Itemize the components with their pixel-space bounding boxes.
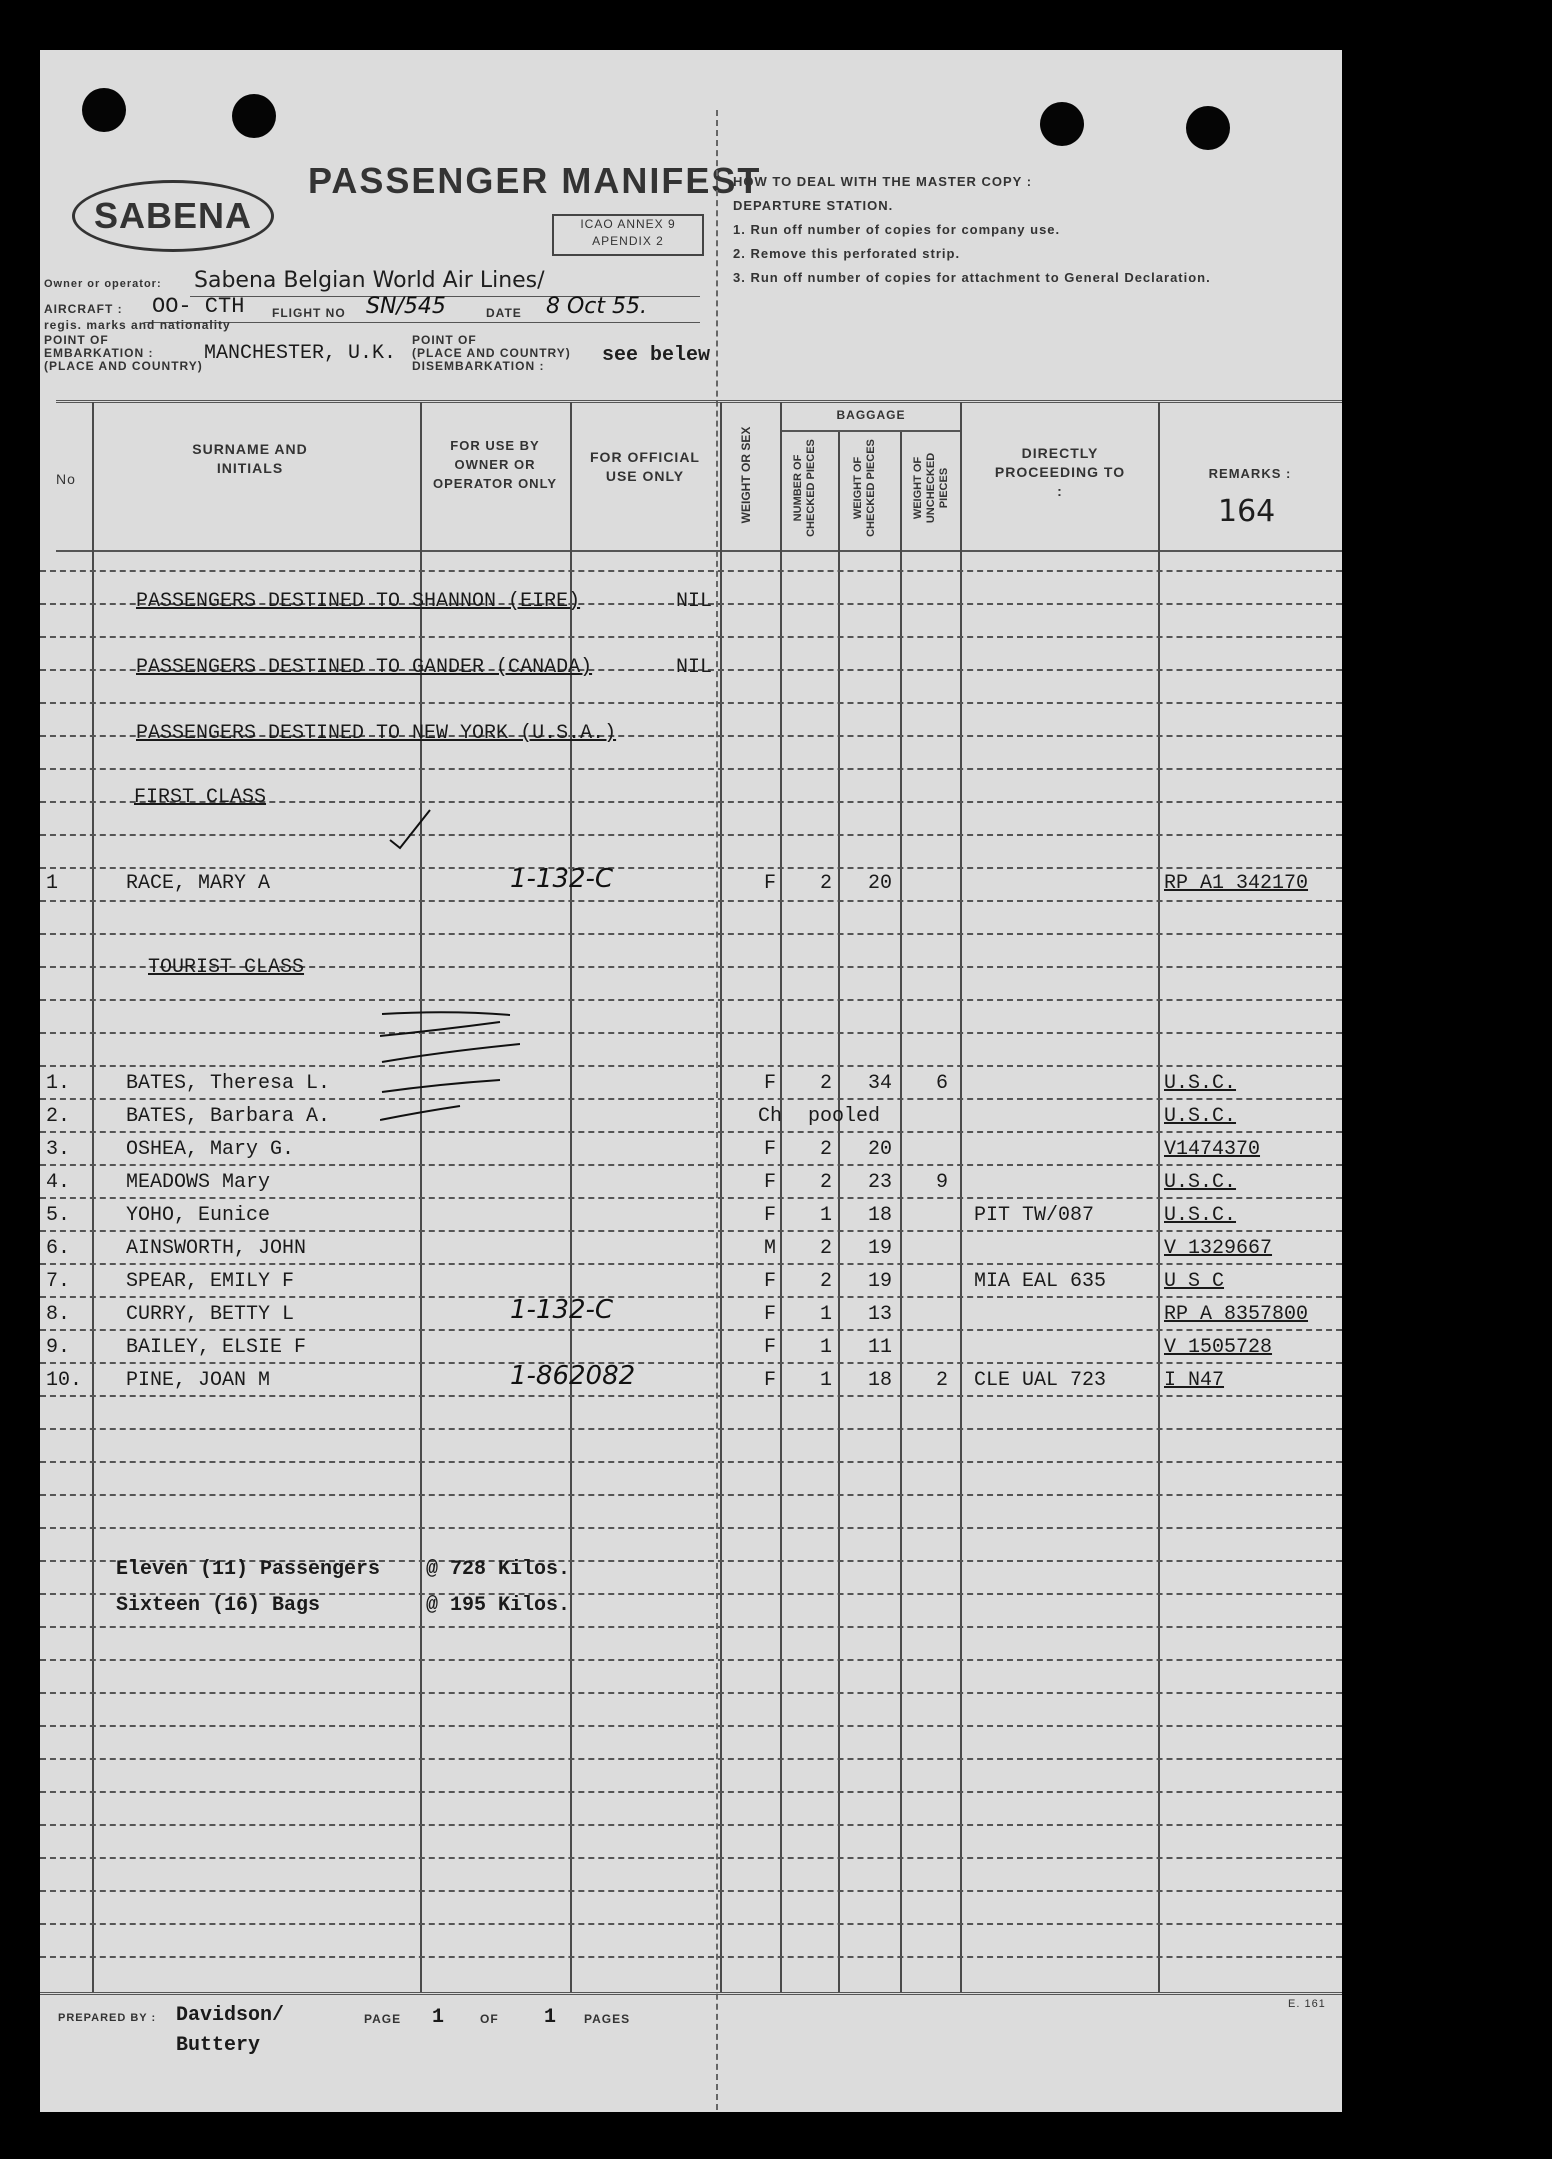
passenger-remarks: V1474370 <box>1164 1138 1261 1161</box>
passenger-sex: Ch <box>757 1105 782 1128</box>
passenger-sex: F <box>763 1072 776 1095</box>
embark-label-line: POINT OF <box>44 333 109 347</box>
page-title: PASSENGER MANIFEST <box>308 160 762 201</box>
ruled-line <box>40 1692 1342 1694</box>
ruled-line <box>40 1659 1342 1661</box>
passenger-sex: F <box>763 1171 776 1194</box>
ruled-line <box>40 1725 1342 1727</box>
passenger-pieces: 2 <box>819 1171 832 1194</box>
passenger-sex: F <box>763 1270 776 1293</box>
passenger-pieces: 2 <box>819 1138 832 1161</box>
passenger-pieces: 2 <box>819 872 832 895</box>
passenger-no: 10. <box>46 1369 83 1392</box>
passenger-no: 6. <box>46 1237 71 1260</box>
passenger-pieces: 1 <box>819 1204 832 1227</box>
instructions-station: DEPARTURE STATION. <box>733 198 894 213</box>
passenger-weight: 19 <box>867 1237 892 1260</box>
owner-value: Sabena Belgian World Air Lines/ <box>194 268 545 293</box>
date-value: 8 Oct 55. <box>546 294 648 319</box>
ruled-line <box>40 1329 1342 1331</box>
punch-hole <box>1186 106 1230 150</box>
passenger-sex: F <box>763 872 776 895</box>
passenger-pieces: pooled <box>808 1105 881 1128</box>
punch-hole <box>82 88 126 132</box>
passenger-weight: 11 <box>867 1336 892 1359</box>
passenger-weight: 13 <box>867 1303 892 1326</box>
ruled-line <box>40 636 1342 638</box>
section-tourist-class: TOURIST CLASS <box>148 956 305 979</box>
passenger-pieces: 2 <box>819 1237 832 1260</box>
col-header-remarks: REMARKS : <box>1208 466 1292 481</box>
punch-hole <box>1040 102 1084 146</box>
form-code: E. 161 <box>1288 1998 1326 2010</box>
punch-hole <box>232 94 276 138</box>
col-header-weight-checked: WEIGHT OF CHECKED PIECES <box>852 439 877 537</box>
aircraft-value: OO- CTH <box>152 294 245 319</box>
passenger-weight: 23 <box>867 1171 892 1194</box>
passenger-sex: F <box>763 1369 776 1392</box>
ruled-line <box>40 1131 1342 1133</box>
passenger-name: PINE, JOAN M <box>126 1369 271 1392</box>
instruction-step: 2. Remove this perforated strip. <box>733 246 961 261</box>
embark-label <box>44 334 203 373</box>
passenger-weight: 19 <box>867 1270 892 1293</box>
section-newyork: PASSENGERS DESTINED TO NEW YORK (U.S.A.) <box>136 722 617 745</box>
pages-label: PAGES <box>584 2012 631 2026</box>
passenger-no: 4. <box>46 1171 71 1194</box>
owner-label: Owner or operator: <box>44 278 162 290</box>
flight-no-value: SN/545 <box>366 294 446 319</box>
ruled-line <box>40 834 1342 836</box>
passenger-remarks: U.S.C. <box>1164 1204 1237 1227</box>
total-bags-label: Sixteen (16) Bags <box>116 1594 321 1617</box>
page-label: PAGE <box>364 2012 402 2026</box>
passenger-name: BATES, Barbara A. <box>126 1105 331 1128</box>
ruled-line <box>40 570 1342 572</box>
passenger-remarks: U.S.C. <box>1164 1105 1237 1128</box>
disembark-label <box>412 334 571 373</box>
ruled-line <box>40 900 1342 902</box>
section-shannon: PASSENGERS DESTINED TO SHANNON (EIRE) <box>136 590 581 613</box>
passenger-remarks: V 1329667 <box>1164 1237 1273 1260</box>
col-header-num-checked: NUMBER OF CHECKED PIECES <box>792 439 817 537</box>
table-top-rule <box>56 400 1342 403</box>
col-header-surname: SURNAME AND INITIALS <box>192 441 308 476</box>
icao-line: ICAO ANNEX 9 <box>580 217 676 231</box>
passenger-weight: 20 <box>867 1138 892 1161</box>
regis-label: regis. marks and nationality <box>44 318 231 332</box>
manifest-sheet <box>40 50 1342 2112</box>
passenger-name: OSHEA, Mary G. <box>126 1138 295 1161</box>
sabena-logo: SABENA <box>72 180 274 252</box>
col-header-weight-unchecked: WEIGHT OF UNCHECKED PIECES <box>912 452 950 524</box>
disembark-label-line: DISEMBARKATION : <box>412 359 545 373</box>
ruled-line <box>40 768 1342 770</box>
passenger-remarks: U.S.C. <box>1164 1072 1237 1095</box>
ruled-line <box>40 1824 1342 1826</box>
ruled-line <box>40 1230 1342 1232</box>
passenger-remarks: V 1505728 <box>1164 1336 1273 1359</box>
instruction-step: 1. Run off number of copies for company use. <box>733 222 1061 237</box>
passenger-proceeding: PIT TW/087 <box>974 1204 1095 1227</box>
passenger-proceeding: CLE UAL 723 <box>974 1369 1107 1392</box>
passenger-weight: 18 <box>867 1369 892 1392</box>
passenger-ticket: 1-862082 <box>510 1361 636 1391</box>
col-header-weight-sex: WEIGHT OR SEX <box>739 426 753 524</box>
total-passengers-label: Eleven (11) Passengers <box>116 1558 381 1581</box>
flight-no-label: FLIGHT NO <box>272 306 346 320</box>
passenger-no: 9. <box>46 1336 71 1359</box>
passenger-weight: 20 <box>867 872 892 895</box>
embark-label-line: (PLACE AND COUNTRY) <box>44 359 203 373</box>
ruled-line <box>40 867 1342 869</box>
ruled-line <box>40 1197 1342 1199</box>
passenger-pieces: 1 <box>819 1336 832 1359</box>
col-header-official-use: FOR OFFICIAL USE ONLY <box>590 449 700 484</box>
ruled-line <box>40 1527 1342 1529</box>
passenger-no: 7. <box>46 1270 71 1293</box>
section-gander-nil: NIL <box>676 656 713 679</box>
passenger-name: RACE, MARY A <box>126 872 271 895</box>
ruled-line <box>40 1263 1342 1265</box>
ruled-line <box>40 1395 1342 1397</box>
passenger-unchecked: 2 <box>935 1369 948 1392</box>
passenger-remarks: I N47 <box>1164 1369 1225 1392</box>
icao-line: APENDIX 2 <box>592 234 664 248</box>
instruction-step: 3. Run off number of copies for attachment to General Declaration. <box>733 270 1211 285</box>
passenger-ticket: 1-132-C <box>510 1295 614 1325</box>
disembark-label-line: (PLACE AND COUNTRY) <box>412 346 571 360</box>
ruled-line <box>40 1461 1342 1463</box>
perforated-strip <box>716 110 718 2110</box>
passenger-unchecked: 9 <box>935 1171 948 1194</box>
disembarkation-value: see belew <box>602 344 711 367</box>
passenger-pieces: 2 <box>819 1270 832 1293</box>
passenger-sex: F <box>763 1303 776 1326</box>
ruled-line <box>40 1956 1342 1958</box>
ruled-line <box>40 702 1342 704</box>
embark-label-line: EMBARKATION : <box>44 346 154 360</box>
page-value: 1 <box>432 2006 445 2029</box>
passenger-no: 2. <box>46 1105 71 1128</box>
pages-value: 1 <box>544 2006 557 2029</box>
passenger-no: 1. <box>46 1072 71 1095</box>
ruled-line <box>40 1362 1342 1364</box>
ruled-line <box>40 1494 1342 1496</box>
baggage-header-rule <box>782 430 960 432</box>
passenger-ticket: 1-132-C <box>510 864 614 894</box>
date-label: DATE <box>486 306 522 320</box>
ruled-line <box>40 1626 1342 1628</box>
passenger-no: 3. <box>46 1138 71 1161</box>
instructions-heading: HOW TO DEAL WITH THE MASTER COPY : <box>733 174 1033 189</box>
passenger-remarks: RP A1 342170 <box>1164 872 1309 895</box>
passenger-proceeding: MIA EAL 635 <box>974 1270 1107 1293</box>
passenger-sex: M <box>763 1237 776 1260</box>
passenger-remarks: RP A 8357800 <box>1164 1303 1309 1326</box>
passenger-weight: 18 <box>867 1204 892 1227</box>
ruled-line <box>40 1857 1342 1859</box>
ruled-line <box>40 1923 1342 1925</box>
passenger-name: YOHO, Eunice <box>126 1204 271 1227</box>
passenger-no: 5. <box>46 1204 71 1227</box>
master-copy-instructions <box>733 170 1211 290</box>
passenger-name: CURRY, BETTY L <box>126 1303 295 1326</box>
ruled-line <box>40 1065 1342 1067</box>
ruled-line <box>40 1098 1342 1100</box>
passenger-remarks: U.S.C. <box>1164 1171 1237 1194</box>
ruled-line <box>40 1428 1342 1430</box>
passenger-sex: F <box>763 1336 776 1359</box>
prepared-by-1: Davidson/ <box>176 2004 285 2027</box>
passenger-sex: F <box>763 1138 776 1161</box>
passenger-name: BATES, Theresa L. <box>126 1072 331 1095</box>
passenger-sex: F <box>763 1204 776 1227</box>
total-passengers-weight: @ 728 Kilos. <box>426 1558 571 1581</box>
ruled-line <box>40 1296 1342 1298</box>
passenger-no: 1 <box>46 872 59 895</box>
table-header-rule <box>56 550 1342 552</box>
passenger-remarks: U S C <box>1164 1270 1225 1293</box>
embarkation-value: MANCHESTER, U.K. <box>204 342 397 365</box>
passenger-name: AINSWORTH, JOHN <box>126 1237 307 1260</box>
ruled-line <box>40 999 1342 1001</box>
ruled-line <box>40 1758 1342 1760</box>
col-header-proceeding: DIRECTLY PROCEEDING TO : <box>994 445 1126 499</box>
section-first-class: FIRST CLASS <box>134 786 267 809</box>
ruled-line <box>40 1791 1342 1793</box>
icao-box <box>552 214 704 256</box>
passenger-unchecked: 6 <box>935 1072 948 1095</box>
disembark-label-line: POINT OF <box>412 333 477 347</box>
prepared-label: PREPARED BY : <box>58 2012 157 2024</box>
passenger-no: 8. <box>46 1303 71 1326</box>
prepared-by-2: Buttery <box>176 2034 261 2057</box>
passenger-weight: 34 <box>867 1072 892 1095</box>
remarks-number: 164 <box>1218 494 1276 529</box>
footer-rule <box>40 1992 1342 1995</box>
section-shannon-nil: NIL <box>676 590 713 613</box>
passenger-pieces: 1 <box>819 1303 832 1326</box>
passenger-pieces: 1 <box>819 1369 832 1392</box>
total-bags-weight: @ 195 Kilos. <box>426 1594 571 1617</box>
ruled-line <box>40 1890 1342 1892</box>
col-header-owner-use: FOR USE BY OWNER OR OPERATOR ONLY <box>432 438 557 491</box>
passenger-pieces: 2 <box>819 1072 832 1095</box>
col-header-baggage: BAGGAGE <box>836 408 906 422</box>
ruled-line <box>40 933 1342 935</box>
passenger-name: SPEAR, EMILY F <box>126 1270 295 1293</box>
ruled-line <box>40 1164 1342 1166</box>
aircraft-label: AIRCRAFT : <box>44 302 123 316</box>
of-label: OF <box>480 2012 499 2026</box>
ruled-line <box>40 1032 1342 1034</box>
section-gander: PASSENGERS DESTINED TO GANDER (CANADA) <box>136 656 593 679</box>
col-header-no: No <box>56 471 76 487</box>
passenger-name: BAILEY, ELSIE F <box>126 1336 307 1359</box>
check-marks <box>380 790 520 1150</box>
passenger-name: MEADOWS Mary <box>126 1171 271 1194</box>
